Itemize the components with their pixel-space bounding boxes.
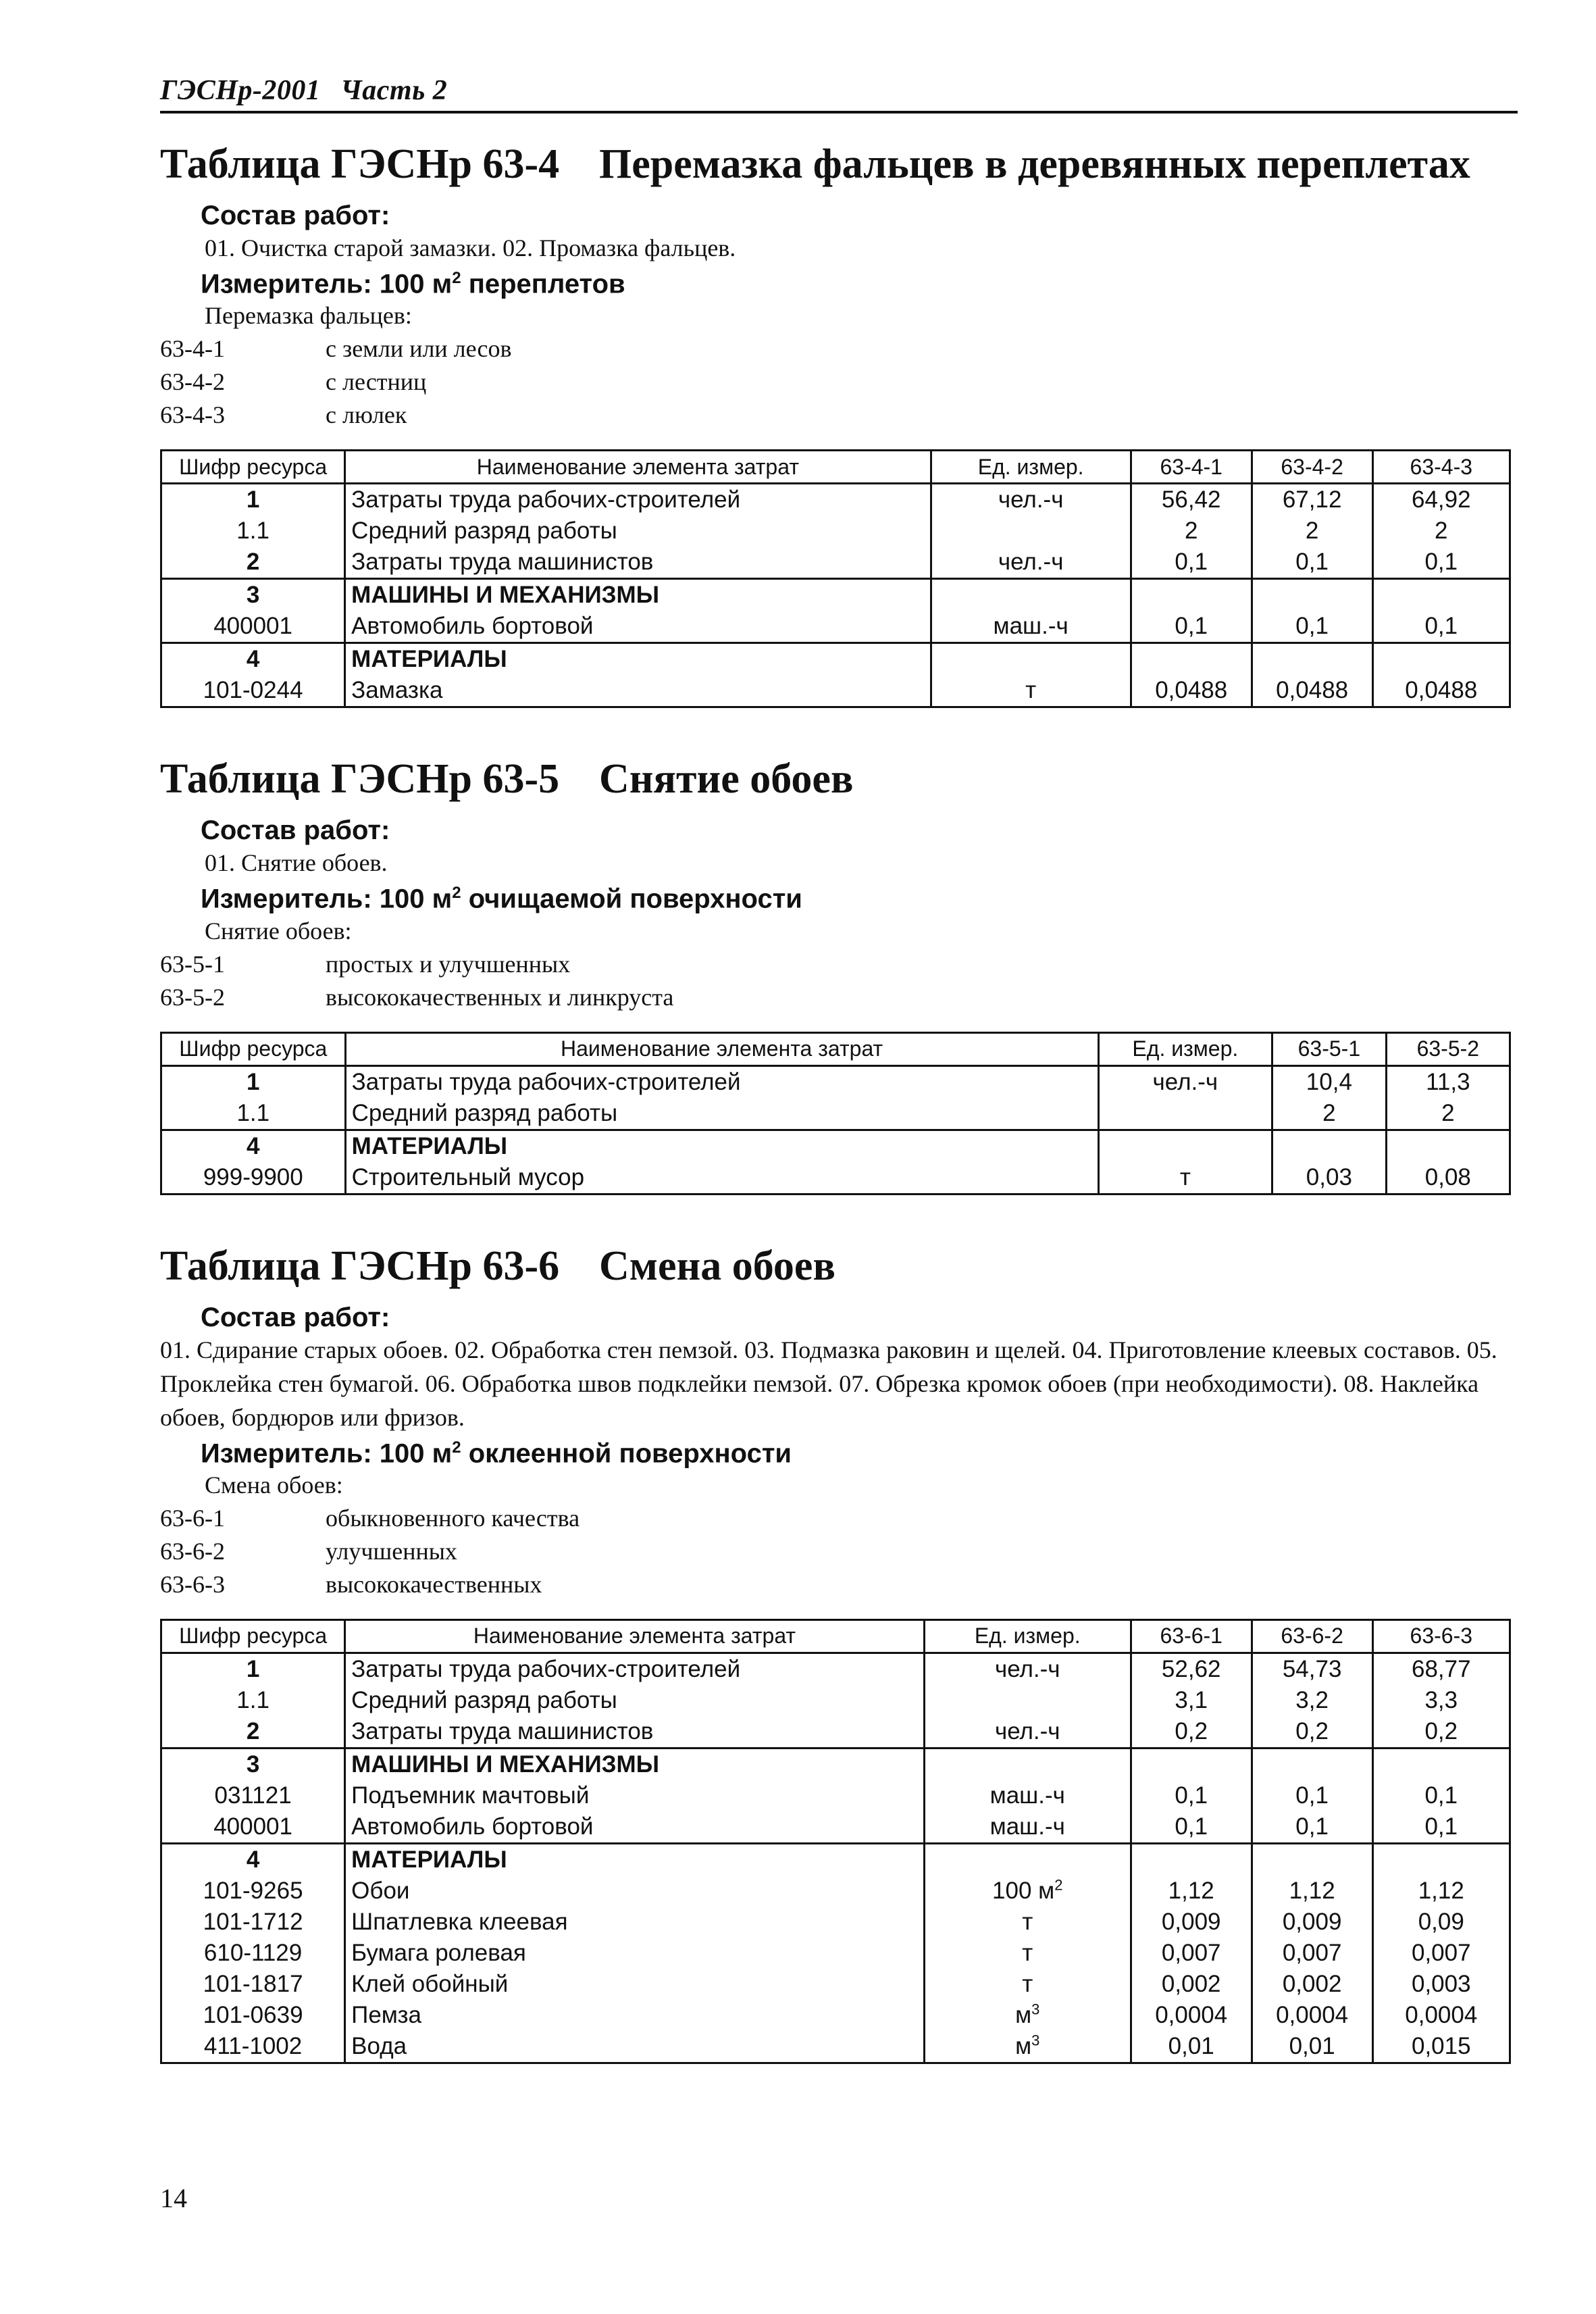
resource-name: МАТЕРИАЛЫ [345, 643, 931, 676]
unit-sup: 3 [1031, 2032, 1040, 2049]
table-row [161, 579, 1510, 611]
variant-code: 63-5-1 [160, 950, 225, 978]
resource-code: 2 [161, 1716, 345, 1749]
resource-code: 101-0639 [161, 2000, 345, 2031]
norm-value: 0,01 [1131, 2031, 1252, 2063]
norm-value: 0,1 [1131, 1780, 1252, 1811]
norm-value: 0,1 [1372, 1780, 1510, 1811]
unit-text: т [1179, 1163, 1191, 1190]
resource-code: 411-1002 [161, 2031, 345, 2063]
resource-name: Вода [345, 2031, 925, 2063]
unit-text: т [1022, 1970, 1033, 1997]
norm-value: 0,1 [1372, 547, 1510, 579]
unit-text: т [1022, 1939, 1033, 1966]
resource-name: Затраты труда рабочих-строителей [345, 484, 931, 516]
unit-text: м [1015, 2032, 1032, 2059]
resource-code: 2 [161, 547, 345, 579]
variant-intro: Снятие обоев: [205, 917, 352, 945]
meter-suffix: очищаемой поверхности [461, 884, 802, 914]
norm-value: 67,12 [1252, 484, 1372, 516]
unit-text: м [1015, 2001, 1032, 2028]
column-header: 63-6-2 [1252, 1619, 1372, 1653]
norm-value: 0,0004 [1372, 2000, 1510, 2031]
column-header: Наименование элемента затрат [345, 451, 931, 484]
resource-unit [924, 1685, 1131, 1716]
resource-name: Обои [345, 1876, 925, 1907]
table-title [160, 141, 1518, 188]
meter-suffix: оклеенной поверхности [461, 1438, 792, 1468]
resource-name: МАТЕРИАЛЫ [345, 1130, 1098, 1162]
norm-value: 2 [1272, 1098, 1387, 1130]
resource-name: Затраты труда машинистов [345, 1716, 925, 1749]
column-header: Ед. измер. [924, 1619, 1131, 1653]
table-row [161, 515, 1510, 547]
variant-item [160, 399, 1518, 432]
resource-code: 400001 [161, 611, 345, 643]
variant-intro: Смена обоев: [205, 1471, 343, 1499]
variant-code: 63-5-2 [160, 983, 225, 1011]
norm-value: 0,0004 [1252, 2000, 1372, 2031]
work-label: Состав работ: [201, 1302, 390, 1332]
norm-value: 2 [1131, 515, 1252, 547]
norm-value: 56,42 [1131, 484, 1252, 516]
running-header [160, 74, 1518, 114]
norm-value [1131, 1748, 1252, 1780]
meter-sup: 2 [452, 269, 461, 287]
table-name: Перемазка фальцев в деревянных переплетах [599, 141, 1470, 187]
resource-unit [924, 1876, 1131, 1907]
column-header: 63-4-1 [1131, 451, 1252, 484]
variant-text: высококачественных [326, 1570, 542, 1598]
norm-value: 1,12 [1372, 1876, 1510, 1907]
norm-value: 64,92 [1372, 484, 1510, 516]
norm-value: 68,77 [1372, 1653, 1510, 1685]
table-row [161, 2000, 1510, 2031]
resource-unit [931, 579, 1131, 611]
resource-name: Бумага ролевая [345, 1938, 925, 1969]
table-row [161, 547, 1510, 579]
resource-code: 4 [161, 1130, 346, 1162]
resource-code: 101-9265 [161, 1876, 345, 1907]
resource-name: Затраты труда машинистов [345, 547, 931, 579]
norm-value: 0,1 [1252, 547, 1372, 579]
resource-name: Автомобиль бортовой [345, 611, 931, 643]
norm-value: 0,08 [1386, 1162, 1510, 1194]
resource-name: Замазка [345, 675, 931, 707]
column-header: Шифр ресурса [161, 1032, 346, 1065]
norm-value [1131, 579, 1252, 611]
variant-text: улучшенных [326, 1537, 457, 1565]
resource-unit [931, 484, 1131, 516]
resource-name: МАТЕРИАЛЫ [345, 1843, 925, 1876]
table-row [161, 1811, 1510, 1844]
norm-value: 0,007 [1131, 1938, 1252, 1969]
resource-table [160, 1619, 1511, 2064]
work-label: Состав работ: [201, 815, 390, 846]
table-row [161, 1162, 1510, 1194]
column-header: 63-5-1 [1272, 1032, 1387, 1065]
unit-sup: 2 [1054, 1876, 1063, 1894]
page-number: 14 [160, 2183, 187, 2213]
resource-code: 101-0244 [161, 675, 345, 707]
table-row [161, 1716, 1510, 1749]
resource-name: МАШИНЫ И МЕХАНИЗМЫ [345, 1748, 925, 1780]
variant-text: обыкновенного качества [326, 1504, 580, 1532]
variant-code: 63-6-1 [160, 1504, 225, 1532]
variant-item [160, 1535, 1518, 1568]
table-section [160, 1242, 1518, 2064]
norm-value: 0,0004 [1131, 2000, 1252, 2031]
norm-value: 0,1 [1131, 547, 1252, 579]
variant-code: 63-4-1 [160, 335, 225, 363]
norm-value: 0,009 [1252, 1907, 1372, 1938]
norm-value: 54,73 [1252, 1653, 1372, 1685]
norm-value: 0,0488 [1131, 675, 1252, 707]
norm-value: 3,3 [1372, 1685, 1510, 1716]
norm-value: 0,03 [1272, 1162, 1387, 1194]
norm-value: 0,009 [1131, 1907, 1252, 1938]
meter-prefix: Измеритель: 100 м [201, 269, 453, 299]
resource-unit [931, 643, 1131, 676]
table-number: Таблица ГЭСНр 63-6 [160, 1242, 560, 1289]
table-row [161, 1907, 1510, 1938]
variant-item [160, 1502, 1518, 1535]
table-row [161, 1065, 1510, 1098]
norm-value: 0,2 [1252, 1716, 1372, 1749]
norm-value: 0,002 [1131, 1969, 1252, 2000]
resource-unit [924, 1969, 1131, 2000]
column-header: 63-6-3 [1372, 1619, 1510, 1653]
norm-value: 2 [1372, 515, 1510, 547]
resource-unit [924, 2000, 1131, 2031]
table-section [160, 755, 1518, 1194]
resource-name: Пемза [345, 2000, 925, 2031]
table-row [161, 484, 1510, 516]
meter-prefix: Измеритель: 100 м [201, 1438, 453, 1468]
resource-code: 1 [161, 1065, 346, 1098]
column-header: Наименование элемента затрат [345, 1032, 1098, 1065]
variant-list [160, 915, 1518, 1014]
norm-value [1252, 579, 1372, 611]
norm-value [1252, 1843, 1372, 1876]
table-row [161, 2031, 1510, 2063]
table-number: Таблица ГЭСНр 63-4 [160, 141, 560, 187]
norm-value [1131, 1843, 1252, 1876]
variant-code: 63-6-2 [160, 1537, 225, 1565]
resource-unit [1098, 1130, 1272, 1162]
norm-value: 0,003 [1372, 1969, 1510, 2000]
unit-text: маш.-ч [989, 1782, 1065, 1809]
variant-list [160, 1469, 1518, 1601]
resource-unit [924, 1811, 1131, 1844]
norm-value: 3,1 [1131, 1685, 1252, 1716]
resource-code: 610-1129 [161, 1938, 345, 1969]
norm-value: 0,007 [1252, 1938, 1372, 1969]
table-name: Смена обоев [599, 1242, 835, 1289]
table-row [161, 1843, 1510, 1876]
norm-value: 0,002 [1252, 1969, 1372, 2000]
resource-code: 1.1 [161, 1685, 345, 1716]
resource-name: МАШИНЫ И МЕХАНИЗМЫ [345, 579, 931, 611]
resource-name: Затраты труда рабочих-строителей [345, 1065, 1098, 1098]
resource-unit [1098, 1098, 1272, 1130]
resource-name: Затраты труда рабочих-строителей [345, 1653, 925, 1685]
norm-value: 0,1 [1252, 1780, 1372, 1811]
resource-name: Автомобиль бортовой [345, 1811, 925, 1844]
variant-text: высококачественных и линкруста [326, 983, 674, 1011]
norm-value: 0,2 [1372, 1716, 1510, 1749]
norm-value: 0,1 [1252, 1811, 1372, 1844]
resource-name: Строительный мусор [345, 1162, 1098, 1194]
table-number: Таблица ГЭСНр 63-5 [160, 756, 560, 803]
resource-table [160, 1032, 1511, 1195]
variant-code: 63-6-3 [160, 1570, 225, 1598]
resource-code: 999-9900 [161, 1162, 346, 1194]
norm-value: 0,09 [1372, 1907, 1510, 1938]
table-row [161, 1098, 1510, 1130]
variant-text: с люлек [326, 401, 407, 429]
norm-value: 0,0488 [1372, 675, 1510, 707]
table-row [161, 1130, 1510, 1162]
resource-code: 1.1 [161, 515, 345, 547]
table-row [161, 611, 1510, 643]
unit-text: маш.-ч [993, 613, 1069, 640]
work-text: 01. Очистка старой замазки. 02. Промазка фальцев. [205, 234, 736, 261]
document-page [160, 74, 1518, 2064]
table-row [161, 1653, 1510, 1685]
norm-value: 11,3 [1386, 1065, 1510, 1098]
norm-value: 0,1 [1252, 611, 1372, 643]
resource-code: 3 [161, 1748, 345, 1780]
work-text: 01. Сдирание старых обоев. 02. Обработка стен пемзой. 03. Подмазка раковин и щелей. 04. Приготовление клеевых составов. 05. Проклейка стен бумагой. 06. Обработка швов подклейки пемзой. 07. Обрезка кромок обоев (при необходимости). 08. Наклейка обоев, бордюров или фризов. [160, 1336, 1497, 1431]
column-header: Шифр ресурса [161, 451, 345, 484]
norm-value: 2 [1386, 1098, 1510, 1130]
norm-value: 2 [1252, 515, 1372, 547]
column-header: Ед. измер. [931, 451, 1131, 484]
column-header: Ед. измер. [1098, 1032, 1272, 1065]
resource-name: Средний разряд работы [345, 515, 931, 547]
unit-text: чел.-ч [998, 549, 1064, 576]
variant-item [160, 366, 1518, 399]
unit-text: т [1025, 677, 1037, 704]
resource-unit [924, 1748, 1131, 1780]
resource-unit [1098, 1065, 1272, 1098]
norm-value: 10,4 [1272, 1065, 1387, 1098]
norm-value [1252, 1748, 1372, 1780]
work-label: Состав работ: [201, 201, 390, 230]
work-text: 01. Снятие обоев. [205, 849, 388, 877]
variant-item [160, 948, 1518, 981]
meter [201, 1438, 1518, 1469]
norm-value [1252, 643, 1372, 676]
table-title [160, 1242, 1518, 1290]
norm-value: 0,0488 [1252, 675, 1372, 707]
unit-text: чел.-ч [994, 1655, 1060, 1682]
resource-unit [924, 1653, 1131, 1685]
resource-code: 3 [161, 579, 345, 611]
norm-value: 0,1 [1131, 611, 1252, 643]
table-row [161, 1938, 1510, 1969]
column-header: 63-6-1 [1131, 1619, 1252, 1653]
resource-unit [924, 1716, 1131, 1749]
resource-code: 031121 [161, 1780, 345, 1811]
header-doc: ГЭСНр-2001 [160, 75, 321, 106]
norm-value: 52,62 [1131, 1653, 1252, 1685]
unit-text: чел.-ч [1152, 1068, 1218, 1095]
table-row [161, 1748, 1510, 1780]
variant-code: 63-4-3 [160, 401, 225, 429]
resource-code: 101-1712 [161, 1907, 345, 1938]
column-header: Шифр ресурса [161, 1619, 345, 1653]
variant-item [160, 981, 1518, 1014]
table-row [161, 1969, 1510, 2000]
resource-unit [924, 1843, 1131, 1876]
variant-item [160, 1568, 1518, 1601]
resource-code: 101-1817 [161, 1969, 345, 2000]
unit-text: чел.-ч [998, 486, 1064, 513]
norm-value [1372, 579, 1510, 611]
resource-code: 1.1 [161, 1098, 346, 1130]
variant-code: 63-4-2 [160, 368, 225, 396]
resource-unit [924, 1907, 1131, 1938]
table-row [161, 1876, 1510, 1907]
resource-name: Шпатлевка клеевая [345, 1907, 925, 1938]
column-header: 63-5-2 [1386, 1032, 1510, 1065]
norm-value: 0,01 [1252, 2031, 1372, 2063]
resource-unit [924, 1780, 1131, 1811]
resource-code: 400001 [161, 1811, 345, 1844]
meter [201, 269, 1518, 299]
variant-item [160, 332, 1518, 366]
table-row [161, 1780, 1510, 1811]
resource-unit [931, 547, 1131, 579]
meter [201, 884, 1518, 914]
norm-value: 1,12 [1252, 1876, 1372, 1907]
resource-unit [931, 515, 1131, 547]
norm-value [1372, 643, 1510, 676]
norm-value: 0,1 [1372, 611, 1510, 643]
table-title [160, 755, 1518, 803]
resource-unit [924, 1938, 1131, 1969]
unit-text: 100 м [992, 1877, 1055, 1904]
table-row [161, 675, 1510, 707]
table-name: Снятие обоев [599, 756, 854, 803]
resource-unit [1098, 1162, 1272, 1194]
unit-text: маш.-ч [989, 1813, 1065, 1840]
resource-unit [931, 675, 1131, 707]
table-row [161, 1685, 1510, 1716]
variant-intro: Перемазка фальцев: [205, 302, 412, 330]
resource-code: 4 [161, 1843, 345, 1876]
norm-value: 1,12 [1131, 1876, 1252, 1907]
column-header: 63-4-3 [1372, 451, 1510, 484]
resource-name: Клей обойный [345, 1969, 925, 2000]
norm-value: 3,2 [1252, 1685, 1372, 1716]
resource-unit [924, 2031, 1131, 2063]
resource-name: Средний разряд работы [345, 1685, 925, 1716]
resource-code: 1 [161, 1653, 345, 1685]
table-row [161, 643, 1510, 676]
norm-value [1372, 1748, 1510, 1780]
meter-sup: 2 [452, 1438, 461, 1457]
column-header: Наименование элемента затрат [345, 1619, 925, 1653]
norm-value [1386, 1130, 1510, 1162]
variant-text: простых и улучшенных [326, 950, 571, 978]
table-section [160, 141, 1518, 708]
variant-text: с лестниц [326, 368, 427, 396]
norm-value [1131, 643, 1252, 676]
norm-value: 0,2 [1131, 1716, 1252, 1749]
norm-value: 0,007 [1372, 1938, 1510, 1969]
unit-text: т [1022, 1908, 1033, 1935]
unit-text: чел.-ч [994, 1717, 1060, 1744]
norm-value: 0,015 [1372, 2031, 1510, 2063]
norm-value [1372, 1843, 1510, 1876]
resource-table [160, 449, 1511, 708]
resource-code: 4 [161, 643, 345, 676]
variant-list [160, 299, 1518, 432]
meter-prefix: Измеритель: 100 м [201, 884, 453, 914]
meter-suffix: переплетов [461, 269, 625, 299]
norm-value: 0,1 [1131, 1811, 1252, 1844]
resource-unit [931, 611, 1131, 643]
unit-sup: 3 [1031, 2001, 1040, 2018]
norm-value: 0,1 [1372, 1811, 1510, 1844]
column-header: 63-4-2 [1252, 451, 1372, 484]
resource-name: Подъемник мачтовый [345, 1780, 925, 1811]
variant-text: с земли или лесов [326, 335, 512, 363]
resource-name: Средний разряд работы [345, 1098, 1098, 1130]
resource-code: 1 [161, 484, 345, 516]
meter-sup: 2 [452, 884, 461, 903]
header-part: Часть 2 [340, 75, 448, 106]
norm-value [1272, 1130, 1387, 1162]
